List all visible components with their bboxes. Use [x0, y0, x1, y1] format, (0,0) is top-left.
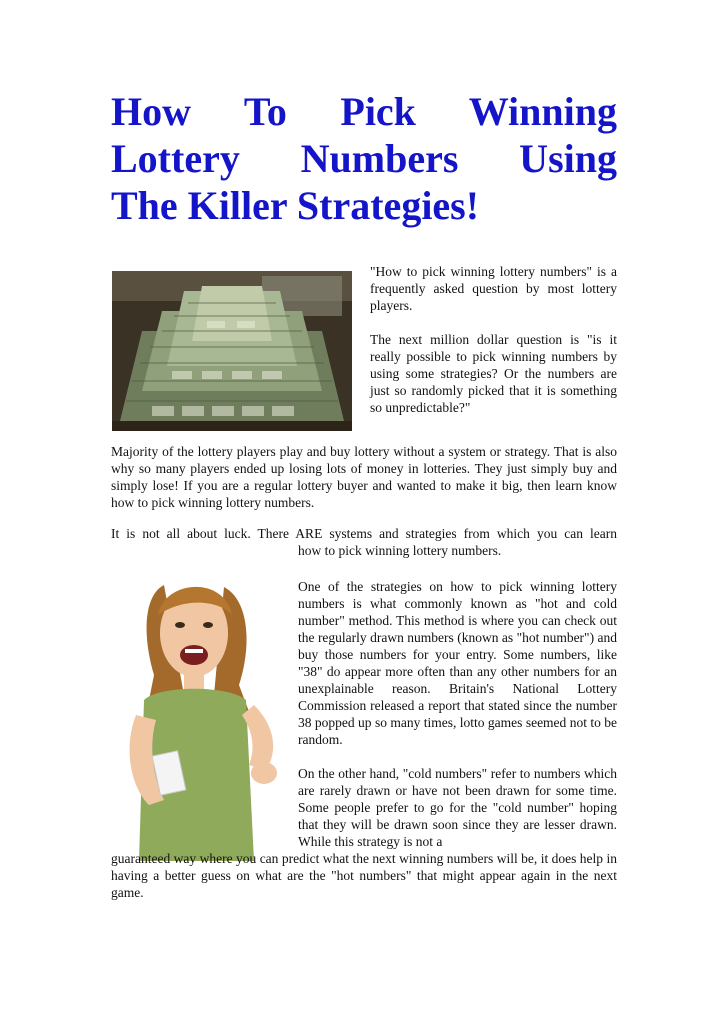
intro-text: [370, 263, 617, 416]
intro-paragraph-2: The next million dollar question is "is it really possible to pick winning numbers by using some strategies? Or the numbers are just so randomly picked that it is something so unpredictable?": [370, 332, 617, 415]
title-line-2: Lottery Numbers Using: [111, 136, 617, 181]
cold-numbers-paragraph: On the other hand, "cold numbers" refer to numbers which are rarely drawn or have not been drawn for some time. Some people prefer to go for the "cold number" hoping that they will be drawn soon since they are lesser drawn. While this strategy is not a: [298, 766, 617, 849]
cold-numbers-paragraph-continued: guaranteed way where you can predict what the next winning numbers will be, it does help in having a better guess on what are the "hot numbers" that might appear again in the next game.: [111, 851, 617, 900]
title-line-3: The Killer Strategies!: [111, 183, 480, 228]
body-paragraph-2-line-1: It is not all about luck. There ARE systems and strategies from which you can learn: [111, 526, 617, 541]
body-paragraph-1: Majority of the lottery players play and buy lottery without a system or strategy. That is also why so many players ended up losing lots of money in lotteries. They just simply buy and simply lose! If you are a regular lottery buyer and wanted to make it big, then learn know how to pick winning lottery numbers.: [111, 444, 617, 510]
body-paragraph-2: [111, 525, 617, 559]
intro-paragraph-1: "How to pick winning lottery numbers" is a frequently asked question by most lottery players.: [370, 264, 617, 313]
excited-woman-image: [114, 575, 286, 861]
title-line-1: How To Pick Winning: [111, 89, 617, 134]
page-title: [111, 88, 617, 229]
money-pile-image: [112, 271, 352, 431]
hot-numbers-paragraph: One of the strategies on how to pick winning lottery numbers is what commonly known as "hot and cold number" method. This method is where you can check out the regularly drawn numbers (known as "hot number") and buy those numbers for your entry. Some numbers, like "38" do appear more often than any other numbers for an unexplainable reason. Britain's National Lottery Commission released a report that stated since the number 38 popped up so many times, lotto games seemed not to be random.: [298, 579, 617, 747]
body-paragraph-2-line-2: how to pick winning lottery numbers.: [298, 543, 502, 558]
